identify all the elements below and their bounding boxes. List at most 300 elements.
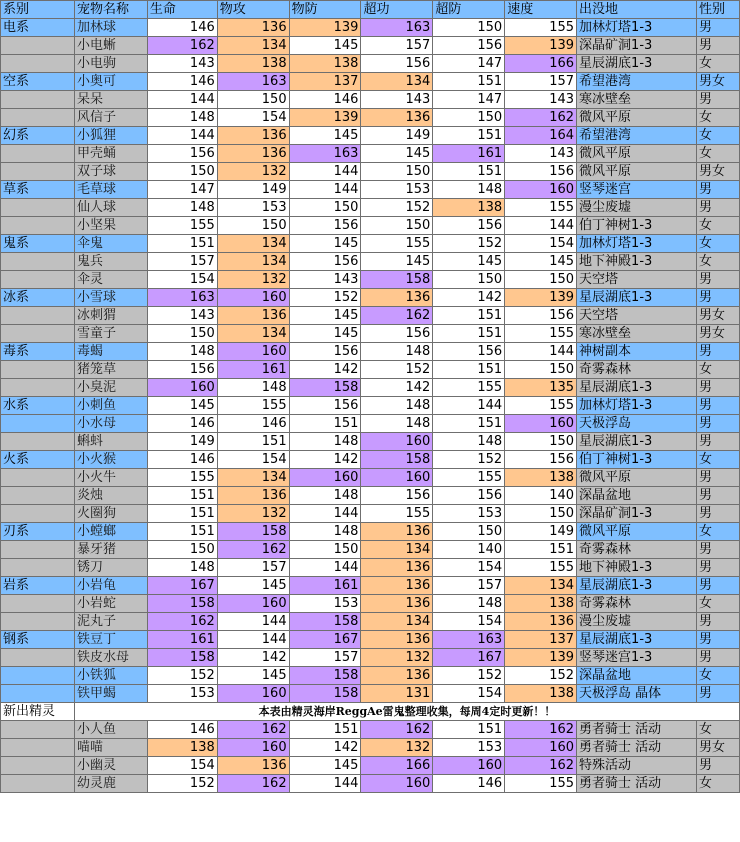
- spdef-cell[interactable]: 148: [433, 595, 505, 613]
- speed-cell[interactable]: 162: [505, 109, 577, 127]
- spatk-cell[interactable]: 145: [361, 253, 433, 271]
- spatk-cell[interactable]: 148: [361, 415, 433, 433]
- series-cell[interactable]: [1, 613, 75, 631]
- def-cell[interactable]: 145: [289, 757, 361, 775]
- series-cell[interactable]: [1, 415, 75, 433]
- spdef-cell[interactable]: 144: [433, 397, 505, 415]
- spdef-cell[interactable]: 163: [433, 631, 505, 649]
- spatk-cell[interactable]: 143: [361, 91, 433, 109]
- pet-name-cell[interactable]: 小螳螂: [74, 523, 147, 541]
- spatk-cell[interactable]: 134: [361, 613, 433, 631]
- speed-cell[interactable]: 143: [505, 145, 577, 163]
- spdef-cell[interactable]: 155: [433, 379, 505, 397]
- pet-name-cell[interactable]: 幼灵鹿: [74, 775, 147, 793]
- gender-cell[interactable]: 男: [696, 91, 739, 109]
- pet-name-cell[interactable]: 锈刀: [74, 559, 147, 577]
- atk-cell[interactable]: 134: [217, 469, 289, 487]
- hp-cell[interactable]: 148: [147, 559, 217, 577]
- series-cell[interactable]: 岩系: [1, 577, 75, 595]
- speed-cell[interactable]: 150: [505, 271, 577, 289]
- gender-cell[interactable]: 女: [696, 55, 739, 73]
- series-cell[interactable]: [1, 433, 75, 451]
- pet-name-cell[interactable]: 毛草球: [74, 181, 147, 199]
- pet-name-cell[interactable]: 小水母: [74, 415, 147, 433]
- spatk-cell[interactable]: 132: [361, 649, 433, 667]
- col-header-series[interactable]: 系别: [1, 1, 75, 19]
- speed-cell[interactable]: 150: [505, 433, 577, 451]
- def-cell[interactable]: 144: [289, 505, 361, 523]
- spatk-cell[interactable]: 142: [361, 379, 433, 397]
- spdef-cell[interactable]: 152: [433, 667, 505, 685]
- series-cell[interactable]: 火系: [1, 451, 75, 469]
- hp-cell[interactable]: 149: [147, 433, 217, 451]
- pet-name-cell[interactable]: 双子球: [74, 163, 147, 181]
- speed-cell[interactable]: 154: [505, 235, 577, 253]
- series-cell[interactable]: [1, 163, 75, 181]
- atk-cell[interactable]: 136: [217, 127, 289, 145]
- def-cell[interactable]: 161: [289, 577, 361, 595]
- speed-cell[interactable]: 137: [505, 631, 577, 649]
- location-cell[interactable]: 竖琴迷宫1-3: [577, 649, 697, 667]
- pet-name-cell[interactable]: 甲壳蛹: [74, 145, 147, 163]
- gender-cell[interactable]: 女: [696, 253, 739, 271]
- atk-cell[interactable]: 145: [217, 667, 289, 685]
- location-cell[interactable]: 深晶盆地: [577, 667, 697, 685]
- location-cell[interactable]: 希望港湾: [577, 127, 697, 145]
- hp-cell[interactable]: 144: [147, 127, 217, 145]
- speed-cell[interactable]: 150: [505, 505, 577, 523]
- speed-cell[interactable]: 164: [505, 127, 577, 145]
- pet-name-cell[interactable]: 泥丸子: [74, 613, 147, 631]
- hp-cell[interactable]: 157: [147, 253, 217, 271]
- spdef-cell[interactable]: 147: [433, 55, 505, 73]
- location-cell[interactable]: 奇雾森林: [577, 361, 697, 379]
- spdef-cell[interactable]: 152: [433, 451, 505, 469]
- hp-cell[interactable]: 147: [147, 181, 217, 199]
- col-header-hp[interactable]: 生命: [147, 1, 217, 19]
- location-cell[interactable]: 特殊活动: [577, 757, 697, 775]
- pet-name-cell[interactable]: 小火猴: [74, 451, 147, 469]
- spatk-cell[interactable]: 136: [361, 667, 433, 685]
- location-cell[interactable]: 微风平原: [577, 145, 697, 163]
- def-cell[interactable]: 145: [289, 235, 361, 253]
- series-cell[interactable]: [1, 487, 75, 505]
- speed-cell[interactable]: 139: [505, 37, 577, 55]
- pet-name-cell[interactable]: 小电蜥: [74, 37, 147, 55]
- gender-cell[interactable]: 女: [696, 127, 739, 145]
- speed-cell[interactable]: 155: [505, 559, 577, 577]
- gender-cell[interactable]: 男: [696, 289, 739, 307]
- spatk-cell[interactable]: 160: [361, 469, 433, 487]
- hp-cell[interactable]: 148: [147, 343, 217, 361]
- spdef-cell[interactable]: 150: [433, 19, 505, 37]
- pet-name-cell[interactable]: 铁甲蝎: [74, 685, 147, 703]
- atk-cell[interactable]: 134: [217, 235, 289, 253]
- pet-name-cell[interactable]: 小刺鱼: [74, 397, 147, 415]
- location-cell[interactable]: 勇者骑士 活动: [577, 739, 697, 757]
- location-cell[interactable]: 星辰湖底1-3: [577, 631, 697, 649]
- def-cell[interactable]: 148: [289, 433, 361, 451]
- location-cell[interactable]: 奇雾森林: [577, 595, 697, 613]
- spatk-cell[interactable]: 160: [361, 433, 433, 451]
- pet-name-cell[interactable]: 小幽灵: [74, 757, 147, 775]
- spdef-cell[interactable]: 151: [433, 127, 505, 145]
- hp-cell[interactable]: 152: [147, 775, 217, 793]
- def-cell[interactable]: 142: [289, 739, 361, 757]
- speed-cell[interactable]: 144: [505, 217, 577, 235]
- pet-name-cell[interactable]: 猪笼草: [74, 361, 147, 379]
- col-header-speed[interactable]: 速度: [505, 1, 577, 19]
- location-cell[interactable]: 寒冰壁垒: [577, 325, 697, 343]
- atk-cell[interactable]: 134: [217, 325, 289, 343]
- hp-cell[interactable]: 158: [147, 649, 217, 667]
- speed-cell[interactable]: 134: [505, 577, 577, 595]
- series-cell[interactable]: [1, 199, 75, 217]
- speed-cell[interactable]: 156: [505, 451, 577, 469]
- col-header-gender[interactable]: 性别: [696, 1, 739, 19]
- atk-cell[interactable]: 161: [217, 361, 289, 379]
- series-cell[interactable]: [1, 775, 75, 793]
- pet-name-cell[interactable]: 冰刺猬: [74, 307, 147, 325]
- def-cell[interactable]: 150: [289, 199, 361, 217]
- pet-name-cell[interactable]: 仙人球: [74, 199, 147, 217]
- hp-cell[interactable]: 146: [147, 415, 217, 433]
- series-cell[interactable]: 鬼系: [1, 235, 75, 253]
- series-cell[interactable]: [1, 559, 75, 577]
- location-cell[interactable]: 天空塔: [577, 271, 697, 289]
- series-cell[interactable]: 水系: [1, 397, 75, 415]
- speed-cell[interactable]: 155: [505, 19, 577, 37]
- speed-cell[interactable]: 149: [505, 523, 577, 541]
- spatk-cell[interactable]: 166: [361, 757, 433, 775]
- spatk-cell[interactable]: 162: [361, 307, 433, 325]
- atk-cell[interactable]: 162: [217, 775, 289, 793]
- pet-name-cell[interactable]: 火圈狗: [74, 505, 147, 523]
- atk-cell[interactable]: 149: [217, 181, 289, 199]
- location-cell[interactable]: 微风平原: [577, 163, 697, 181]
- pet-name-cell[interactable]: 小坚果: [74, 217, 147, 235]
- atk-cell[interactable]: 160: [217, 343, 289, 361]
- def-cell[interactable]: 152: [289, 289, 361, 307]
- gender-cell[interactable]: 女: [696, 595, 739, 613]
- location-cell[interactable]: 微风平原: [577, 523, 697, 541]
- location-cell[interactable]: 地下神殿1-3: [577, 253, 697, 271]
- gender-cell[interactable]: 男: [696, 613, 739, 631]
- location-cell[interactable]: 勇者骑士 活动: [577, 721, 697, 739]
- spatk-cell[interactable]: 160: [361, 775, 433, 793]
- location-cell[interactable]: 加林灯塔1-3: [577, 397, 697, 415]
- spdef-cell[interactable]: 138: [433, 199, 505, 217]
- pet-name-cell[interactable]: 喵喵: [74, 739, 147, 757]
- series-cell[interactable]: 草系: [1, 181, 75, 199]
- pet-name-cell[interactable]: 炎烛: [74, 487, 147, 505]
- series-cell[interactable]: [1, 685, 75, 703]
- location-cell[interactable]: 星辰湖底1-3: [577, 433, 697, 451]
- location-cell[interactable]: 天极浮岛 晶体: [577, 685, 697, 703]
- pet-name-cell[interactable]: 铁皮水母: [74, 649, 147, 667]
- atk-cell[interactable]: 162: [217, 721, 289, 739]
- spdef-cell[interactable]: 151: [433, 307, 505, 325]
- hp-cell[interactable]: 150: [147, 541, 217, 559]
- spdef-cell[interactable]: 146: [433, 775, 505, 793]
- series-cell[interactable]: [1, 253, 75, 271]
- spdef-cell[interactable]: 153: [433, 505, 505, 523]
- atk-cell[interactable]: 151: [217, 433, 289, 451]
- def-cell[interactable]: 156: [289, 343, 361, 361]
- atk-cell[interactable]: 154: [217, 451, 289, 469]
- atk-cell[interactable]: 136: [217, 145, 289, 163]
- pet-name-cell[interactable]: 小奥可: [74, 73, 147, 91]
- pet-name-cell[interactable]: 小雪球: [74, 289, 147, 307]
- pet-name-cell[interactable]: 小电驹: [74, 55, 147, 73]
- spdef-cell[interactable]: 151: [433, 325, 505, 343]
- gender-cell[interactable]: 男: [696, 343, 739, 361]
- def-cell[interactable]: 156: [289, 397, 361, 415]
- location-cell[interactable]: 加林灯塔1-3: [577, 235, 697, 253]
- hp-cell[interactable]: 155: [147, 217, 217, 235]
- hp-cell[interactable]: 148: [147, 199, 217, 217]
- location-cell[interactable]: 深晶盆地: [577, 487, 697, 505]
- gender-cell[interactable]: 男: [696, 541, 739, 559]
- atk-cell[interactable]: 144: [217, 613, 289, 631]
- hp-cell[interactable]: 151: [147, 505, 217, 523]
- series-cell[interactable]: 幻系: [1, 127, 75, 145]
- atk-cell[interactable]: 150: [217, 217, 289, 235]
- atk-cell[interactable]: 160: [217, 289, 289, 307]
- speed-cell[interactable]: 160: [505, 415, 577, 433]
- def-cell[interactable]: 153: [289, 595, 361, 613]
- def-cell[interactable]: 144: [289, 775, 361, 793]
- pet-name-cell[interactable]: 小火牛: [74, 469, 147, 487]
- hp-cell[interactable]: 167: [147, 577, 217, 595]
- atk-cell[interactable]: 134: [217, 37, 289, 55]
- atk-cell[interactable]: 160: [217, 685, 289, 703]
- speed-cell[interactable]: 139: [505, 649, 577, 667]
- speed-cell[interactable]: 155: [505, 775, 577, 793]
- spdef-cell[interactable]: 150: [433, 271, 505, 289]
- gender-cell[interactable]: 女: [696, 451, 739, 469]
- gender-cell[interactable]: 男: [696, 415, 739, 433]
- spdef-cell[interactable]: 154: [433, 613, 505, 631]
- gender-cell[interactable]: 男: [696, 505, 739, 523]
- spatk-cell[interactable]: 162: [361, 721, 433, 739]
- speed-cell[interactable]: 135: [505, 379, 577, 397]
- atk-cell[interactable]: 162: [217, 541, 289, 559]
- speed-cell[interactable]: 138: [505, 685, 577, 703]
- gender-cell[interactable]: 男: [696, 199, 739, 217]
- spdef-cell[interactable]: 151: [433, 73, 505, 91]
- spatk-cell[interactable]: 155: [361, 505, 433, 523]
- location-cell[interactable]: 伯丁神树1-3: [577, 451, 697, 469]
- def-cell[interactable]: 144: [289, 163, 361, 181]
- spatk-cell[interactable]: 131: [361, 685, 433, 703]
- def-cell[interactable]: 146: [289, 91, 361, 109]
- def-cell[interactable]: 142: [289, 361, 361, 379]
- spatk-cell[interactable]: 136: [361, 631, 433, 649]
- hp-cell[interactable]: 151: [147, 523, 217, 541]
- spdef-cell[interactable]: 156: [433, 37, 505, 55]
- col-header-spatk[interactable]: 超功: [361, 1, 433, 19]
- spatk-cell[interactable]: 157: [361, 37, 433, 55]
- spdef-cell[interactable]: 151: [433, 415, 505, 433]
- location-cell[interactable]: 星辰湖底1-3: [577, 55, 697, 73]
- atk-cell[interactable]: 150: [217, 91, 289, 109]
- series-cell[interactable]: [1, 649, 75, 667]
- def-cell[interactable]: 145: [289, 37, 361, 55]
- location-cell[interactable]: 微风平原: [577, 469, 697, 487]
- def-cell[interactable]: 151: [289, 721, 361, 739]
- spdef-cell[interactable]: 148: [433, 433, 505, 451]
- hp-cell[interactable]: 143: [147, 307, 217, 325]
- location-cell[interactable]: 天极浮岛: [577, 415, 697, 433]
- location-cell[interactable]: 寒冰壁垒: [577, 91, 697, 109]
- pet-name-cell[interactable]: 呆呆: [74, 91, 147, 109]
- spatk-cell[interactable]: 152: [361, 199, 433, 217]
- atk-cell[interactable]: 155: [217, 397, 289, 415]
- atk-cell[interactable]: 136: [217, 19, 289, 37]
- def-cell[interactable]: 156: [289, 253, 361, 271]
- speed-cell[interactable]: 138: [505, 595, 577, 613]
- atk-cell[interactable]: 163: [217, 73, 289, 91]
- spatk-cell[interactable]: 149: [361, 127, 433, 145]
- location-cell[interactable]: 微风平原: [577, 109, 697, 127]
- series-cell[interactable]: 刃系: [1, 523, 75, 541]
- def-cell[interactable]: 158: [289, 613, 361, 631]
- speed-cell[interactable]: 156: [505, 163, 577, 181]
- atk-cell[interactable]: 153: [217, 199, 289, 217]
- gender-cell[interactable]: 男: [696, 433, 739, 451]
- pet-name-cell[interactable]: 伞灵: [74, 271, 147, 289]
- spatk-cell[interactable]: 153: [361, 181, 433, 199]
- atk-cell[interactable]: 146: [217, 415, 289, 433]
- hp-cell[interactable]: 144: [147, 91, 217, 109]
- series-cell[interactable]: [1, 667, 75, 685]
- series-cell[interactable]: 毒系: [1, 343, 75, 361]
- spdef-cell[interactable]: 145: [433, 253, 505, 271]
- hp-cell[interactable]: 150: [147, 325, 217, 343]
- spatk-cell[interactable]: 150: [361, 217, 433, 235]
- atk-cell[interactable]: 158: [217, 523, 289, 541]
- series-cell[interactable]: [1, 469, 75, 487]
- gender-cell[interactable]: 男: [696, 559, 739, 577]
- spdef-cell[interactable]: 150: [433, 523, 505, 541]
- col-header-location[interactable]: 出没地: [577, 1, 697, 19]
- hp-cell[interactable]: 158: [147, 595, 217, 613]
- hp-cell[interactable]: 154: [147, 757, 217, 775]
- location-cell[interactable]: 漫尘废墟: [577, 199, 697, 217]
- spdef-cell[interactable]: 156: [433, 217, 505, 235]
- gender-cell[interactable]: 男女: [696, 163, 739, 181]
- hp-cell[interactable]: 145: [147, 397, 217, 415]
- spdef-cell[interactable]: 155: [433, 469, 505, 487]
- location-cell[interactable]: 勇者骑士 活动: [577, 775, 697, 793]
- speed-cell[interactable]: 139: [505, 289, 577, 307]
- series-cell[interactable]: 电系: [1, 19, 75, 37]
- speed-cell[interactable]: 140: [505, 487, 577, 505]
- series-cell[interactable]: [1, 307, 75, 325]
- pet-name-cell[interactable]: 暴牙猪: [74, 541, 147, 559]
- def-cell[interactable]: 157: [289, 649, 361, 667]
- spatk-cell[interactable]: 136: [361, 109, 433, 127]
- series-cell[interactable]: 新出精灵: [1, 703, 75, 721]
- def-cell[interactable]: 144: [289, 559, 361, 577]
- def-cell[interactable]: 144: [289, 181, 361, 199]
- series-cell[interactable]: [1, 55, 75, 73]
- speed-cell[interactable]: 166: [505, 55, 577, 73]
- spdef-cell[interactable]: 154: [433, 685, 505, 703]
- spatk-cell[interactable]: 156: [361, 325, 433, 343]
- series-cell[interactable]: [1, 739, 75, 757]
- def-cell[interactable]: 150: [289, 541, 361, 559]
- def-cell[interactable]: 142: [289, 451, 361, 469]
- spatk-cell[interactable]: 156: [361, 487, 433, 505]
- pet-name-cell[interactable]: 加林球: [74, 19, 147, 37]
- series-cell[interactable]: [1, 271, 75, 289]
- series-cell[interactable]: [1, 109, 75, 127]
- location-cell[interactable]: 希望港湾: [577, 73, 697, 91]
- hp-cell[interactable]: 154: [147, 271, 217, 289]
- spatk-cell[interactable]: 145: [361, 145, 433, 163]
- speed-cell[interactable]: 151: [505, 541, 577, 559]
- spdef-cell[interactable]: 156: [433, 487, 505, 505]
- hp-cell[interactable]: 146: [147, 721, 217, 739]
- location-cell[interactable]: 天空塔: [577, 307, 697, 325]
- pet-name-cell[interactable]: 铁豆丁: [74, 631, 147, 649]
- def-cell[interactable]: 167: [289, 631, 361, 649]
- spatk-cell[interactable]: 158: [361, 271, 433, 289]
- spdef-cell[interactable]: 161: [433, 145, 505, 163]
- spatk-cell[interactable]: 148: [361, 397, 433, 415]
- speed-cell[interactable]: 152: [505, 667, 577, 685]
- series-cell[interactable]: [1, 541, 75, 559]
- hp-cell[interactable]: 153: [147, 685, 217, 703]
- hp-cell[interactable]: 150: [147, 163, 217, 181]
- atk-cell[interactable]: 145: [217, 577, 289, 595]
- gender-cell[interactable]: 男: [696, 577, 739, 595]
- gender-cell[interactable]: 女: [696, 523, 739, 541]
- speed-cell[interactable]: 150: [505, 361, 577, 379]
- gender-cell[interactable]: 女: [696, 775, 739, 793]
- hp-cell[interactable]: 151: [147, 235, 217, 253]
- speed-cell[interactable]: 162: [505, 757, 577, 775]
- def-cell[interactable]: 143: [289, 271, 361, 289]
- series-cell[interactable]: [1, 379, 75, 397]
- gender-cell[interactable]: 女: [696, 667, 739, 685]
- spatk-cell[interactable]: 158: [361, 451, 433, 469]
- spatk-cell[interactable]: 150: [361, 163, 433, 181]
- location-cell[interactable]: 神树副本: [577, 343, 697, 361]
- location-cell[interactable]: 加林灯塔1-3: [577, 19, 697, 37]
- speed-cell[interactable]: 143: [505, 91, 577, 109]
- spdef-cell[interactable]: 157: [433, 577, 505, 595]
- series-cell[interactable]: [1, 145, 75, 163]
- atk-cell[interactable]: 144: [217, 631, 289, 649]
- spdef-cell[interactable]: 154: [433, 559, 505, 577]
- location-cell[interactable]: 漫尘废墟: [577, 613, 697, 631]
- def-cell[interactable]: 158: [289, 379, 361, 397]
- pet-name-cell[interactable]: 小铁狐: [74, 667, 147, 685]
- pet-name-cell[interactable]: 毒蝎: [74, 343, 147, 361]
- spatk-cell[interactable]: 132: [361, 739, 433, 757]
- speed-cell[interactable]: 136: [505, 613, 577, 631]
- speed-cell[interactable]: 138: [505, 469, 577, 487]
- series-cell[interactable]: [1, 505, 75, 523]
- pet-name-cell[interactable]: 小岩蛇: [74, 595, 147, 613]
- pet-name-cell[interactable]: 小人鱼: [74, 721, 147, 739]
- atk-cell[interactable]: 157: [217, 559, 289, 577]
- hp-cell[interactable]: 160: [147, 379, 217, 397]
- gender-cell[interactable]: 女: [696, 109, 739, 127]
